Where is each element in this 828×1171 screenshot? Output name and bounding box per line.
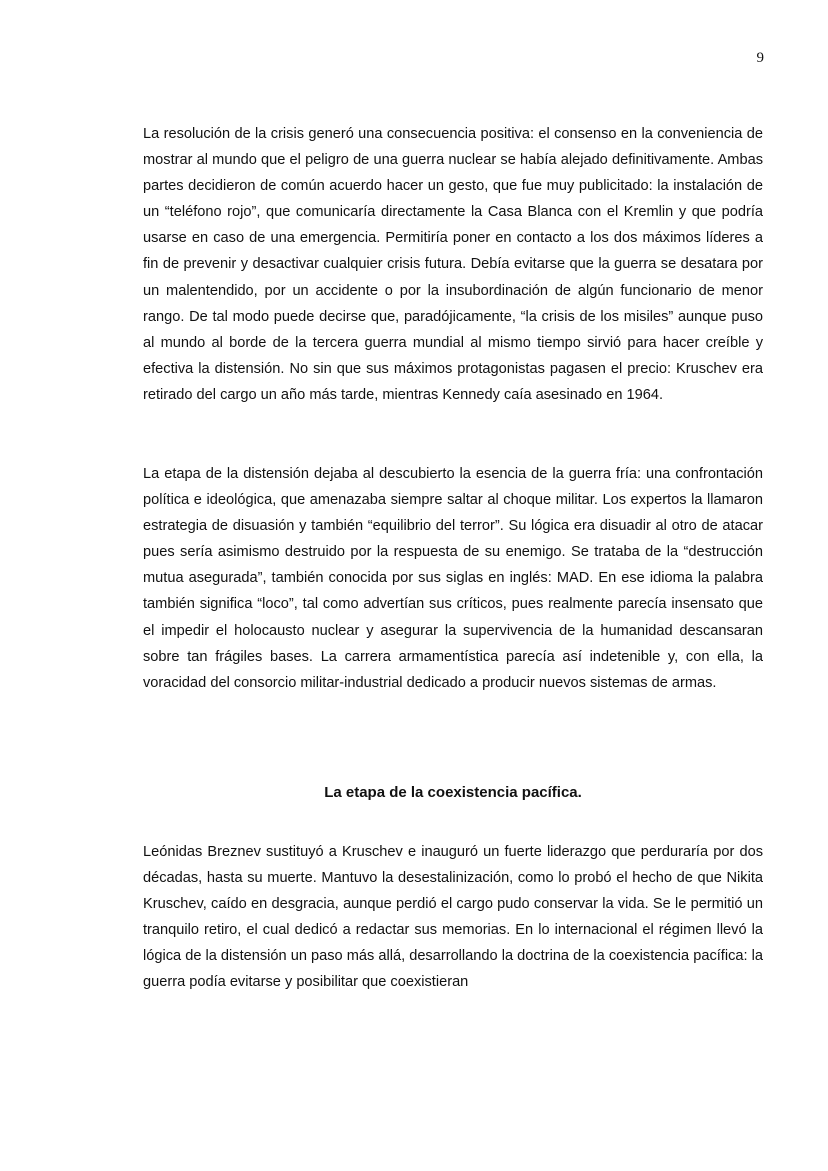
body-paragraph-1: La resolución de la crisis generó una consecuencia positiva: el consenso en la conveniencia de mostrar al mundo que el peligro de una guerra nuclear se había alejado definitivamente. Ambas partes decidieron de común acuerdo hacer un gesto, que fue muy publicitado: la instalación de un “teléfono rojo”, que comunicaría directamente la Casa Blanca con el Kremlin y que podría usarse en caso de una emergencia. Permitiría poner en contacto a los dos máximos líderes a fin de prevenir y desactivar cualquier crisis futura. Debía evitarse que la guerra se desatara por un malentendido, por un accidente o por la insubordinación de algún funcionario de menor rango. De tal modo puede decirse que, paradójicamente, “la crisis de los misiles” aunque puso al mundo al borde de la tercera guerra mundial al mismo tiempo sirvió para hacer creíble y efectiva la distensión. No sin que sus máximos protagonistas pagasen el precio: Kruschev era retirado del cargo un año más tarde, mientras Kennedy caía asesinado en 1964.: [143, 126, 763, 403]
section-heading: La etapa de la coexistencia pacífica.: [324, 784, 582, 801]
page-number: 9: [756, 50, 764, 66]
body-paragraph-3: Leónidas Breznev sustituyó a Kruschev e inauguró un fuerte liderazgo que perduraría por dos décadas, hasta su muerte. Mantuvo la desestalinización, como lo probó el hecho de que Nikita Kruschev, caído en desgracia, aunque perdió el cargo pudo conservar la vida. Se le permitió un tranquilo retiro, el cual dedicó a redactar sus memorias. En lo internacional el régimen llevó la lógica de la distensión un paso más allá, desarrollando la doctrina de la coexistencia pacífica: la guerra podía evitarse y posibilitar que coexistieran: [143, 844, 763, 991]
body-paragraph-2: La etapa de la distensión dejaba al descubierto la esencia de la guerra fría: una confrontación política e ideológica, que amenazaba siempre saltar al choque militar. Los expertos la llamaron estrategia de disuasión y también “equilibrio del terror”. Su lógica era disuadir al otro de atacar pues sería asimismo destruido por la respuesta de su enemigo. Se trataba de la “destrucción mutua asegurada”, también conocida por sus siglas en inglés: MAD. En ese idioma la palabra también significa “loco”, tal como advertían sus críticos, pues realmente parecía insensato que el impedir el holocausto nuclear y asegurar la supervivencia de la humanidad descansaran sobre tan frágiles bases. La carrera armamentística parecía así indetenible y, con ella, la voracidad del consorcio militar-industrial dedicado a producir nuevos sistemas de armas.: [143, 466, 763, 691]
